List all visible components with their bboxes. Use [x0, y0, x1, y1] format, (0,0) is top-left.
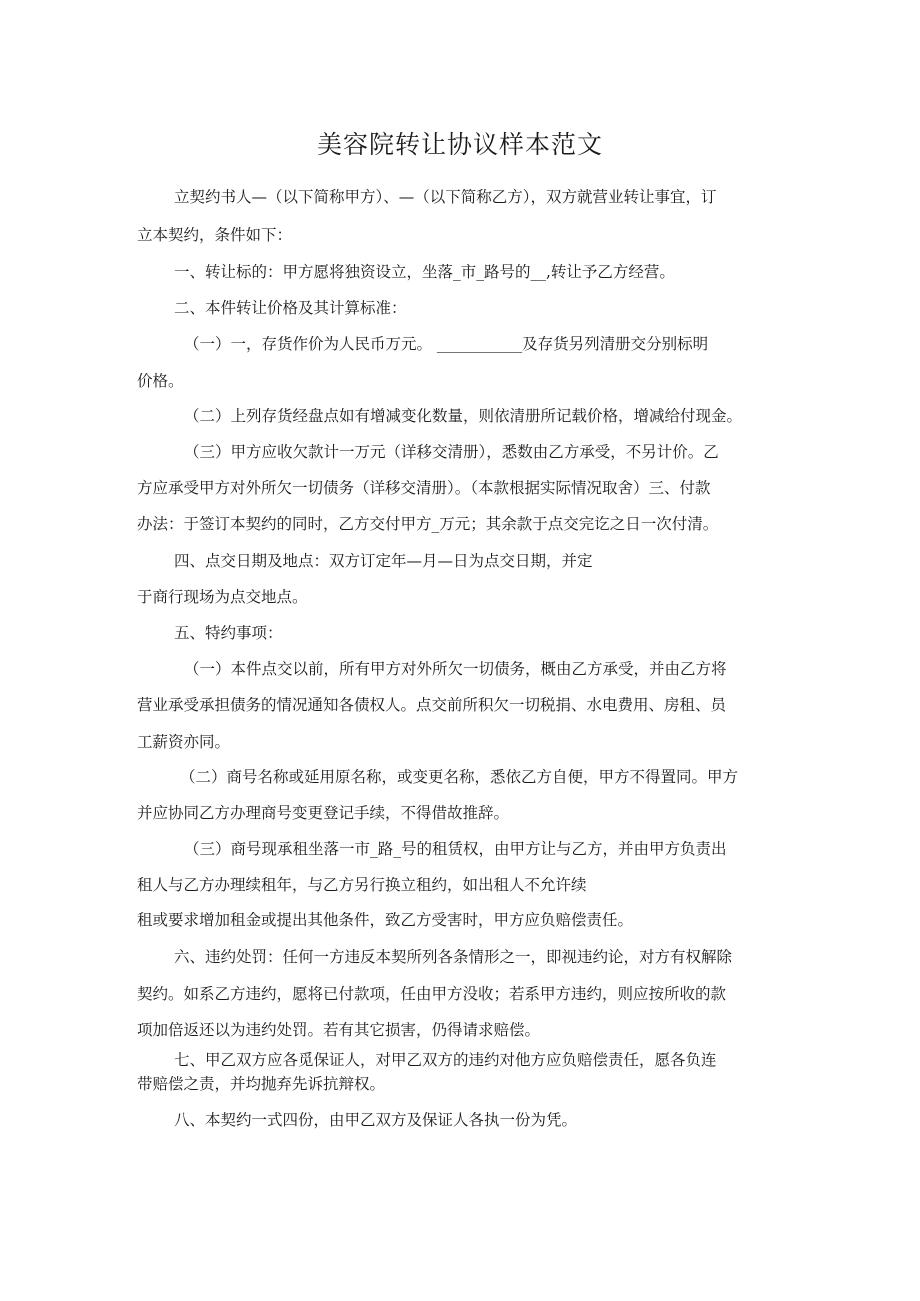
text-line: 项加倍返还以为违约处罚。若有其它损害，仍得请求赔偿。 [137, 1021, 541, 1039]
text-line: 契约。如系乙方违约，愿将已付款项，任由甲方没收；若系甲方违约，则应按所收的款 [137, 985, 727, 1003]
text-line: （二）上列存货经盘点如有增减变化数量，则依清册所记载价格，增减给付现金。 [184, 407, 743, 425]
text-line: （一）本件点交以前，所有甲方对外所欠一切债务，概由乙方承受，并由乙方将 [184, 660, 727, 678]
text-line: 工薪资亦同。 [137, 733, 231, 751]
text-line: 方应承受甲方对外所欠一切债务（详移交清册）。（本款根据实际情况取舍）三、付款 [137, 479, 711, 497]
text-line: 七、甲乙双方应各觅保证人，对甲乙双方的违约对他方应负赔偿责任，愿各负连 [174, 1051, 717, 1069]
text-line: 六、违约处罚：任何一方违反本契所列各条情形之一，即视违约论，对方有权解除 [174, 948, 733, 966]
text-line: 价格。 [137, 372, 184, 390]
text-line: 带赔偿之责，并均抛弃先诉抗辩权。 [137, 1075, 386, 1093]
text-line: 租人与乙方办理续租年，与乙方另行换立租约，如出租人不允许续 [137, 876, 587, 894]
text-line: （三）甲方应收欠款计一万元（详移交清册），悉数由乙方承受，不另计价。乙 [184, 443, 719, 461]
text-line: 营业承受承担债务的情况通知各债权人。点交前所积欠一切税捐、水电费用、房租、员 [137, 696, 727, 714]
text-line: 五、特约事项： [174, 624, 283, 642]
text-line: 二、本件转让价格及其计算标准： [174, 299, 407, 317]
text-line: 租或要求增加租金或提出其他条件，致乙方受害时，甲方应负赔偿责任。 [137, 911, 634, 929]
text-line: 八、本契约一式四份，由甲乙双方及保证人各执一份为凭。 [174, 1111, 578, 1129]
text-line: （一）一，存货作价为人民币万元。 ___________及存货另列清册交分别标明 [184, 335, 709, 353]
text-line: 于商行现场为点交地点。 [137, 588, 308, 606]
text-line: 办法：于签订本契约的同时，乙方交付甲方_万元；其余款于点交完讫之日一次付清。 [137, 515, 719, 533]
text-line: 立本契约，条件如下： [137, 226, 293, 244]
text-line: （二）商号名称或延用原名称，或变更名称，悉依乙方自便，甲方不得置同。甲方 [180, 768, 739, 786]
text-line: 四、点交日期及地点：双方订定年—月—日为点交日期，并定 [174, 552, 593, 570]
text-line: （三）商号现承租坐落一市_路_号的租赁权，由甲方让与乙方，并由甲方负责出 [184, 840, 727, 858]
text-line: 并应协同乙方办理商号变更登记手续，不得借故推辞。 [137, 804, 510, 822]
text-line: 一、转让标的：甲方愿将独资设立，坐落_市_路号的__,转让予乙方经营。 [174, 263, 675, 281]
document-title: 美容院转让协议样本范文 [316, 130, 603, 159]
text-line: 立契约书人—（以下简称甲方）、—（以下简称乙方），双方就营业转让事宜，订 [174, 188, 717, 206]
